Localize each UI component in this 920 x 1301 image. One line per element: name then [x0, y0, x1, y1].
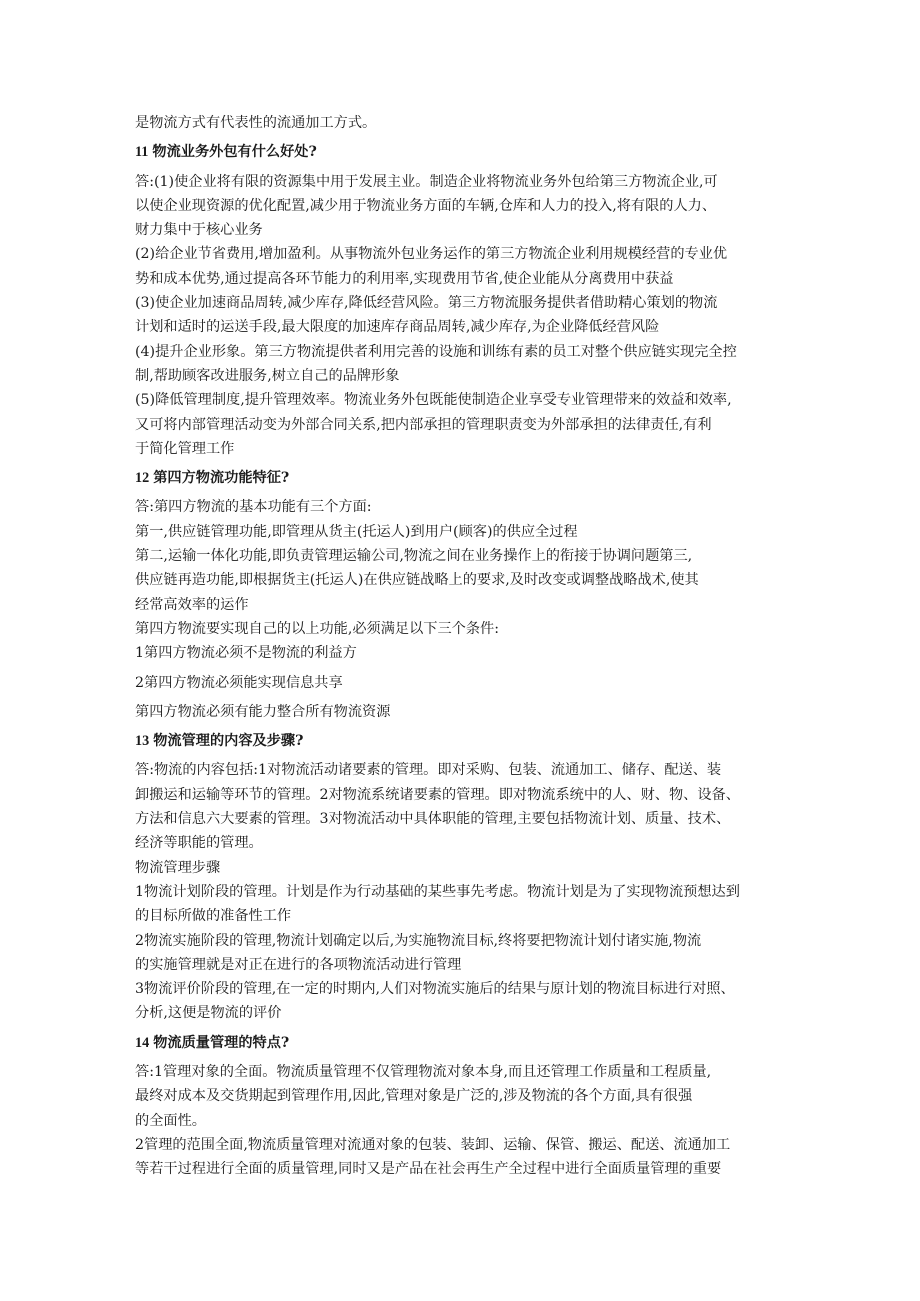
question-heading — [135, 1031, 795, 1055]
text-line: 的实施管理就是对正在进行的各项物流活动进行管理 — [135, 956, 462, 973]
question-number: 11 — [135, 144, 149, 161]
text-line: 答:(1)使企业将有限的资源集中用于发展主业。制造企业将物流业务外包给第三方物流企业,可 — [135, 173, 718, 190]
question-heading — [135, 140, 795, 164]
text-line: 2第四方物流必须能实现信息共享 — [135, 674, 343, 691]
text-line: 3物流评价阶段的管理,在一定的时期内,人们对物流实施后的结果与原计划的物流目标进行对照、 — [135, 981, 735, 998]
text-line: 分析,这便是物流的评价 — [135, 1005, 282, 1022]
text-line: 第二,运输一体化功能,即负责管理运输公司,物流之间在业务操作上的衔接于协调问题第三, — [135, 548, 693, 565]
question-text: 物流质量管理的特点? — [153, 1034, 290, 1051]
text-line: 第四方物流必须有能力整合所有物流资源 — [135, 703, 391, 720]
text-line: 等若干过程进行全面的质量管理,同时又是产品在社会再生产全过程中进行全面质量管理的重要 — [135, 1161, 722, 1178]
document-page — [135, 111, 795, 1181]
text-line: 制,帮助顾客改进服务,树立自己的品牌形象 — [135, 367, 400, 384]
text-line: 经常高效率的运作 — [135, 596, 249, 613]
text-line: 又可将内部管理活动变为外部合同关系,把内部承担的管理职责变为外部承担的法律责任,有利 — [135, 416, 712, 433]
text-line: 答:第四方物流的基本功能有三个方面: — [135, 499, 372, 516]
question-text: 物流管理的内容及步骤? — [153, 733, 304, 750]
question-text: 第四方物流功能特征? — [153, 470, 290, 487]
text-line: 方法和信息六大要素的管理。3对物流活动中具体职能的管理,主要包括物流计划、质量、技术、 — [135, 811, 731, 828]
text-line: 第四方物流要实现自己的以上功能,必须满足以下三个条件: — [135, 620, 499, 637]
text-line: 第一,供应链管理功能,即管理从货主(托运人)到用户(顾客)的供应全过程 — [135, 523, 578, 540]
question-heading — [135, 729, 795, 753]
text-line: 计划和适时的运送手段,最大限度的加速库存商品周转,减少库存,为企业降低经营风险 — [135, 319, 660, 336]
question-heading — [135, 466, 795, 490]
text-line: (3)使企业加速商品周转,减少库存,降低经营风险。第三方物流服务提供者借助精心策划的物流 — [135, 295, 718, 312]
text-line: 于简化管理工作 — [135, 440, 235, 457]
text-line: 是物流方式有代表性的流通加工方式。 — [135, 115, 377, 131]
question-text: 物流业务外包有什么好处? — [152, 144, 317, 161]
text-line: (2)给企业节省费用,增加盈利。从事物流外包业务运作的第三方物流企业利用规模经营的专业优 — [135, 246, 728, 263]
text-line: 2物流实施阶段的管理,物流计划确定以后,为实施物流目标,终将要把物流计划付诸实施,物流 — [135, 932, 702, 949]
text-line: (4)提升企业形象。第三方物流提供者利用完善的设施和训练有素的员工对整个供应链实现完全控 — [135, 343, 737, 360]
question-number: 12 — [135, 470, 150, 487]
text-line: 答:1管理对象的全面。物流质量管理不仅管理物流对象本身,而且还管理工作质量和工程质量, — [135, 1063, 712, 1080]
text-line: 的目标所做的准备性工作 — [135, 908, 292, 925]
text-line: 最终对成本及交货期起到管理作用,因此,管理对象是广泛的,涉及物流的各个方面,具有很强 — [135, 1088, 693, 1105]
text-line: 财力集中于核心业务 — [135, 222, 263, 239]
text-line: (5)降低管理制度,提升管理效率。物流业务外包既能使制造企业享受专业管理带来的效益和效率, — [135, 392, 732, 409]
text-line: 卸搬运和运输等环节的管理。2对物流系统诸要素的管理。即对物流系统中的人、财、物、设备、 — [135, 786, 740, 803]
text-line: 经济等职能的管理。 — [135, 835, 263, 852]
text-line: 2管理的范围全面,物流质量管理对流通对象的包装、装卸、运输、保管、搬运、配送、流通加工 — [135, 1136, 731, 1153]
text-line: 答:物流的内容包括:1对物流活动诸要素的管理。即对采购、包装、流通加工、储存、配送、装 — [135, 762, 722, 779]
text-line: 势和成本优势,通过提高各环节能力的利用率,实现费用节省,使企业能从分离费用中获益 — [135, 270, 674, 287]
text-line: 供应链再造功能,即根据货主(托运人)在供应链战略上的要求,及时改变或调整战略战术,使其 — [135, 572, 699, 589]
text-line: 1第四方物流必须不是物流的利益方 — [135, 645, 357, 662]
text-line: 以使企业现资源的优化配置,减少用于物流业务方面的车辆,仓库和人力的投入,将有限的人力、 — [135, 197, 717, 214]
text-line: 的全面性。 — [135, 1112, 206, 1129]
text-line: 物流管理步骤 — [135, 859, 221, 876]
question-number: 13 — [135, 733, 150, 750]
text-line: 1物流计划阶段的管理。计划是作为行动基础的某些事先考虑。物流计划是为了实现物流预想达到 — [135, 883, 740, 900]
question-number: 14 — [135, 1034, 150, 1051]
